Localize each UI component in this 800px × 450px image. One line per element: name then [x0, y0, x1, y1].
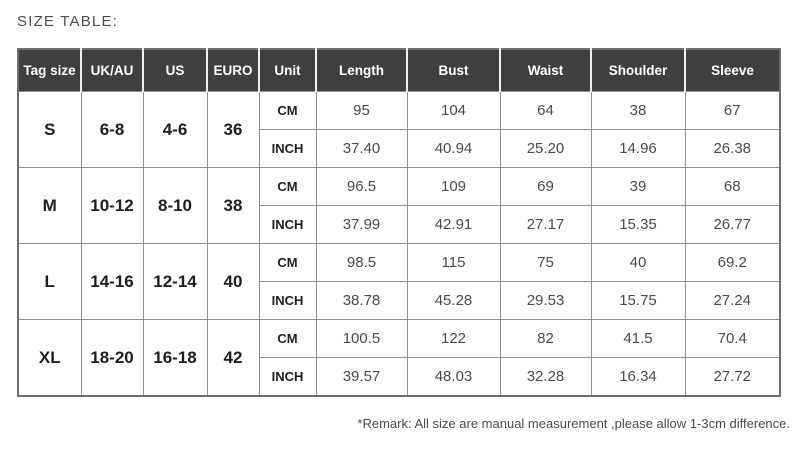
shoulder-value-cell: 14.96 [591, 130, 685, 168]
uk-au-cell: 10-12 [81, 168, 143, 244]
unit-inch-cell: INCH [259, 206, 316, 244]
waist-value-cell: 29.53 [500, 282, 591, 320]
waist-value-cell: 69 [500, 168, 591, 206]
header-uk-au: UK/AU [81, 49, 143, 92]
bust-value-cell: 115 [407, 244, 500, 282]
size-table [17, 48, 781, 397]
header-waist: Waist [500, 49, 591, 92]
bust-value-cell: 104 [407, 92, 500, 130]
sleeve-value-cell: 69.2 [685, 244, 780, 282]
uk-au-cell: 18-20 [81, 320, 143, 397]
waist-value-cell: 64 [500, 92, 591, 130]
uk-au-cell: 6-8 [81, 92, 143, 168]
length-value-cell: 100.5 [316, 320, 407, 358]
shoulder-value-cell: 39 [591, 168, 685, 206]
euro-cell: 42 [207, 320, 259, 397]
length-value-cell: 98.5 [316, 244, 407, 282]
us-cell: 8-10 [143, 168, 207, 244]
sleeve-value-cell: 67 [685, 92, 780, 130]
unit-cm-cell: CM [259, 320, 316, 358]
length-value-cell: 39.57 [316, 358, 407, 397]
header-euro: EURO [207, 49, 259, 92]
unit-cm-cell: CM [259, 168, 316, 206]
euro-cell: 40 [207, 244, 259, 320]
unit-inch-cell: INCH [259, 130, 316, 168]
length-value-cell: 95 [316, 92, 407, 130]
shoulder-value-cell: 15.35 [591, 206, 685, 244]
waist-value-cell: 75 [500, 244, 591, 282]
size-tag-cell: S [18, 92, 81, 168]
unit-inch-cell: INCH [259, 282, 316, 320]
waist-value-cell: 27.17 [500, 206, 591, 244]
us-cell: 16-18 [143, 320, 207, 397]
header-shoulder: Shoulder [591, 49, 685, 92]
length-value-cell: 37.40 [316, 130, 407, 168]
shoulder-value-cell: 15.75 [591, 282, 685, 320]
euro-cell: 38 [207, 168, 259, 244]
size-tag-cell: M [18, 168, 81, 244]
sleeve-value-cell: 26.77 [685, 206, 780, 244]
header-bust: Bust [407, 49, 500, 92]
length-value-cell: 38.78 [316, 282, 407, 320]
page-title: SIZE TABLE: [17, 13, 119, 30]
sleeve-value-cell: 27.72 [685, 358, 780, 397]
shoulder-value-cell: 41.5 [591, 320, 685, 358]
header-unit: Unit [259, 49, 316, 92]
sleeve-value-cell: 27.24 [685, 282, 780, 320]
table-row-m-cm [18, 168, 780, 206]
size-tag-cell: XL [18, 320, 81, 397]
waist-value-cell: 25.20 [500, 130, 591, 168]
us-cell: 4-6 [143, 92, 207, 168]
sleeve-value-cell: 26.38 [685, 130, 780, 168]
shoulder-value-cell: 16.34 [591, 358, 685, 397]
length-value-cell: 96.5 [316, 168, 407, 206]
table-header-row [18, 49, 780, 92]
bust-value-cell: 45.28 [407, 282, 500, 320]
unit-cm-cell: CM [259, 244, 316, 282]
table-row-xl-cm [18, 320, 780, 358]
us-cell: 12-14 [143, 244, 207, 320]
bust-value-cell: 109 [407, 168, 500, 206]
bust-value-cell: 42.91 [407, 206, 500, 244]
unit-cm-cell: CM [259, 92, 316, 130]
waist-value-cell: 82 [500, 320, 591, 358]
table-row-s-cm [18, 92, 780, 130]
size-tag-cell: L [18, 244, 81, 320]
sleeve-value-cell: 68 [685, 168, 780, 206]
euro-cell: 36 [207, 92, 259, 168]
shoulder-value-cell: 38 [591, 92, 685, 130]
length-value-cell: 37.99 [316, 206, 407, 244]
remark-note: *Remark: All size are manual measurement ,please allow 1-3cm difference. [357, 416, 790, 431]
sleeve-value-cell: 70.4 [685, 320, 780, 358]
header-sleeve: Sleeve [685, 49, 780, 92]
waist-value-cell: 32.28 [500, 358, 591, 397]
uk-au-cell: 14-16 [81, 244, 143, 320]
header-us: US [143, 49, 207, 92]
header-length: Length [316, 49, 407, 92]
unit-inch-cell: INCH [259, 358, 316, 397]
header-tag-size: Tag size [18, 49, 81, 92]
bust-value-cell: 48.03 [407, 358, 500, 397]
bust-value-cell: 40.94 [407, 130, 500, 168]
table-row-l-cm [18, 244, 780, 282]
shoulder-value-cell: 40 [591, 244, 685, 282]
bust-value-cell: 122 [407, 320, 500, 358]
